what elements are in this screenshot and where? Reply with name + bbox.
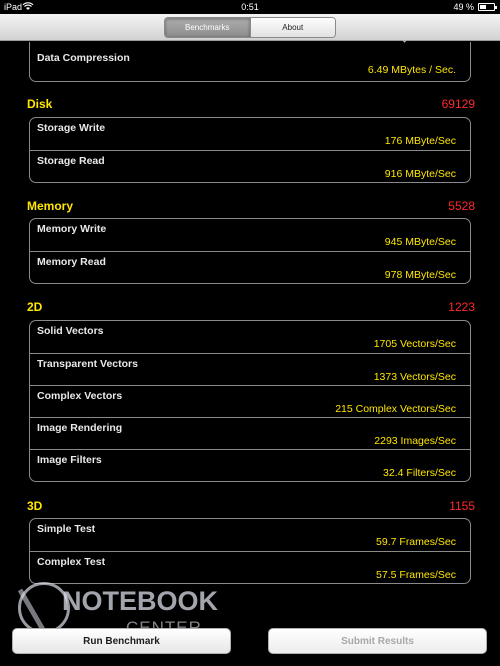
result-label: Solid Vectors — [37, 325, 104, 337]
section-header-disk — [27, 97, 475, 113]
result-label: Complex Vectors — [37, 390, 123, 402]
result-label: Data Compression — [37, 52, 130, 64]
tab-benchmarks[interactable]: Benchmarks — [165, 18, 250, 37]
result-row — [30, 321, 470, 353]
result-row — [30, 417, 470, 449]
result-label: Memory Read — [37, 256, 106, 268]
result-row — [30, 118, 470, 150]
result-group-partial — [29, 42, 471, 82]
result-value: 978 MByte/Sec — [384, 269, 456, 281]
result-value: 916 MByte/Sec — [384, 168, 456, 180]
result-label: Image Rendering — [37, 422, 123, 434]
tab-about[interactable]: About — [250, 18, 336, 37]
section-score: 5528 — [448, 199, 475, 213]
result-row — [30, 353, 470, 385]
run-benchmark-button[interactable]: Run Benchmark — [12, 628, 231, 654]
result-value: 2293 Images/Sec — [374, 435, 456, 447]
section-header-3d — [27, 499, 475, 515]
result-group-2d — [29, 320, 471, 482]
result-value: 215 Complex Vectors/Sec — [335, 403, 456, 415]
result-value: 32.4 Filters/Sec — [383, 467, 456, 479]
result-row — [30, 150, 470, 182]
section-score: 1223 — [448, 300, 475, 314]
result-label: Memory Write — [37, 223, 107, 235]
submit-results-button[interactable]: Submit Results — [268, 628, 487, 654]
result-row — [30, 449, 470, 481]
result-value: 6.49 MBytes / Sec. — [367, 64, 456, 76]
section-title: Memory — [27, 199, 74, 213]
battery-percentage: 49 % — [453, 2, 474, 12]
segmented-control — [164, 17, 336, 38]
result-value: 57.5 Frames/Sec — [376, 569, 456, 581]
result-row — [30, 42, 470, 82]
result-group-3d — [29, 518, 471, 584]
section-score: 1155 — [449, 499, 475, 513]
result-value: 1373 Vectors/Sec — [373, 371, 456, 383]
result-label: Simple Test — [37, 523, 96, 535]
result-label: Complex Test — [37, 556, 106, 568]
result-label: Transparent Vectors — [37, 358, 138, 370]
result-row — [30, 551, 470, 583]
result-value: 945 MByte/Sec — [384, 236, 456, 248]
result-label: Image Filters — [37, 454, 102, 466]
result-value: 176 MByte/Sec — [384, 135, 456, 147]
result-label: Storage Write — [37, 122, 106, 134]
section-score: 69129 — [441, 97, 475, 111]
section-title: 3D — [27, 499, 43, 513]
battery-icon — [478, 3, 495, 11]
result-row — [30, 385, 470, 417]
status-bar — [0, 0, 500, 14]
section-header-2d — [27, 300, 475, 316]
result-group-disk — [29, 117, 471, 183]
clock: 0:51 — [241, 2, 259, 12]
result-value: 1705 Vectors/Sec — [373, 338, 456, 350]
navigation-bar — [0, 14, 500, 41]
result-row — [30, 519, 470, 551]
result-group-memory — [29, 218, 471, 284]
section-title: Disk — [27, 97, 53, 111]
result-label: Storage Read — [37, 155, 105, 167]
carrier-label: iPad — [4, 2, 23, 12]
result-row — [30, 251, 470, 283]
result-value: 59.7 Frames/Sec — [376, 536, 456, 548]
section-title: 2D — [27, 300, 43, 314]
watermark-line1: NOTEBOOK — [62, 586, 219, 616]
result-row — [30, 219, 470, 251]
section-header-memory — [27, 199, 475, 215]
